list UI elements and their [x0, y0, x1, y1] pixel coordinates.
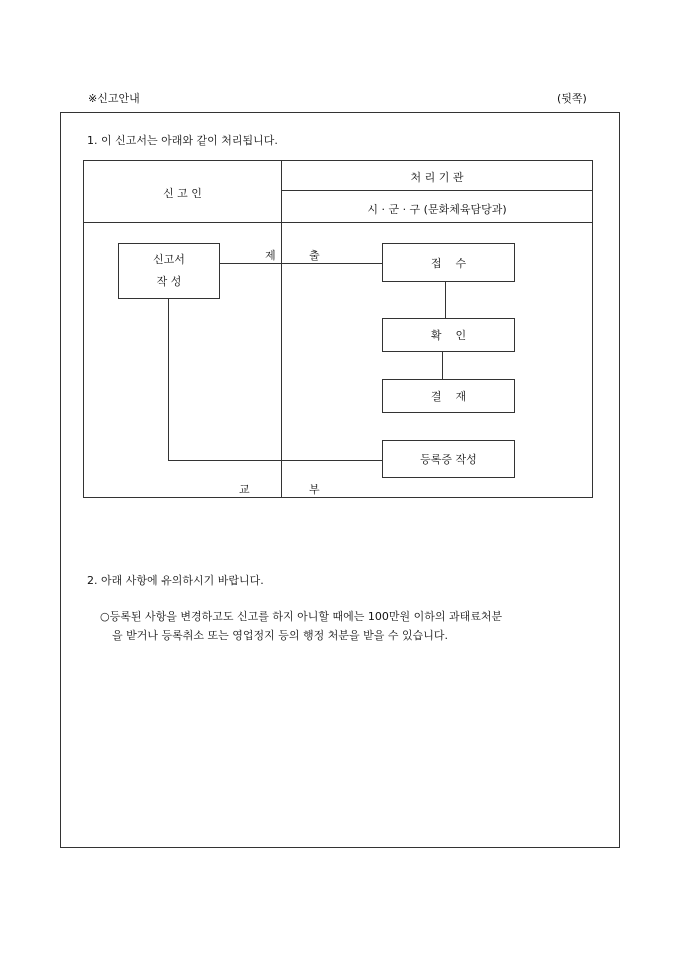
section-2-title: 2. 아래 사항에 유의하시기 바랍니다.	[87, 574, 264, 587]
step-verify-label: 확 인	[430, 329, 467, 342]
form-preparation-line-2: 작 성	[156, 275, 182, 288]
header-bottom-line	[84, 222, 592, 223]
step-connector-1	[445, 281, 446, 318]
step-approval-label: 결 재	[430, 390, 467, 403]
processing-agency-dept: 시 · 군 · 구 (문화체육담당과)	[367, 203, 507, 216]
submit-connector	[220, 263, 382, 264]
step-certificate-box	[382, 440, 515, 478]
form-preparation-line-1: 신고서	[153, 253, 185, 266]
guide-title: ※신고안내	[88, 92, 140, 105]
step-connector-2	[442, 351, 443, 379]
step-receipt-box	[382, 243, 515, 282]
notice-line-2: 을 받거나 등록취소 또는 영업정지 등의 행정 처분을 받을 수 있습니다.	[112, 629, 448, 642]
deliver-label-2: 부	[309, 483, 320, 496]
processing-agency-header: 처 리 기 관	[410, 171, 464, 184]
back-side-label: (뒷쪽)	[557, 92, 587, 105]
header-subdivider	[281, 190, 592, 191]
deliver-connector-horizontal	[168, 460, 382, 461]
section-1-title: 1. 이 신고서는 아래와 같이 처리됩니다.	[87, 134, 278, 147]
deliver-label-1: 교	[239, 483, 250, 496]
form-preparation-box	[118, 243, 220, 299]
notice-paragraph	[100, 607, 595, 645]
step-receipt-label: 접 수	[430, 256, 467, 270]
step-verify-box	[382, 318, 515, 352]
process-flow-table	[83, 160, 593, 498]
submit-label-2: 출	[309, 249, 320, 262]
notice-line-1: ○등록된 사항을 변경하고도 신고를 하지 아니할 때에는 100만원 이하의 과태료처분	[100, 610, 503, 623]
submit-label-1: 제	[265, 249, 276, 262]
deliver-connector-vertical	[168, 299, 169, 461]
step-approval-box	[382, 379, 515, 413]
applicant-header: 신 고 인	[163, 187, 202, 200]
step-certificate-label: 등록증 작성	[420, 453, 477, 466]
